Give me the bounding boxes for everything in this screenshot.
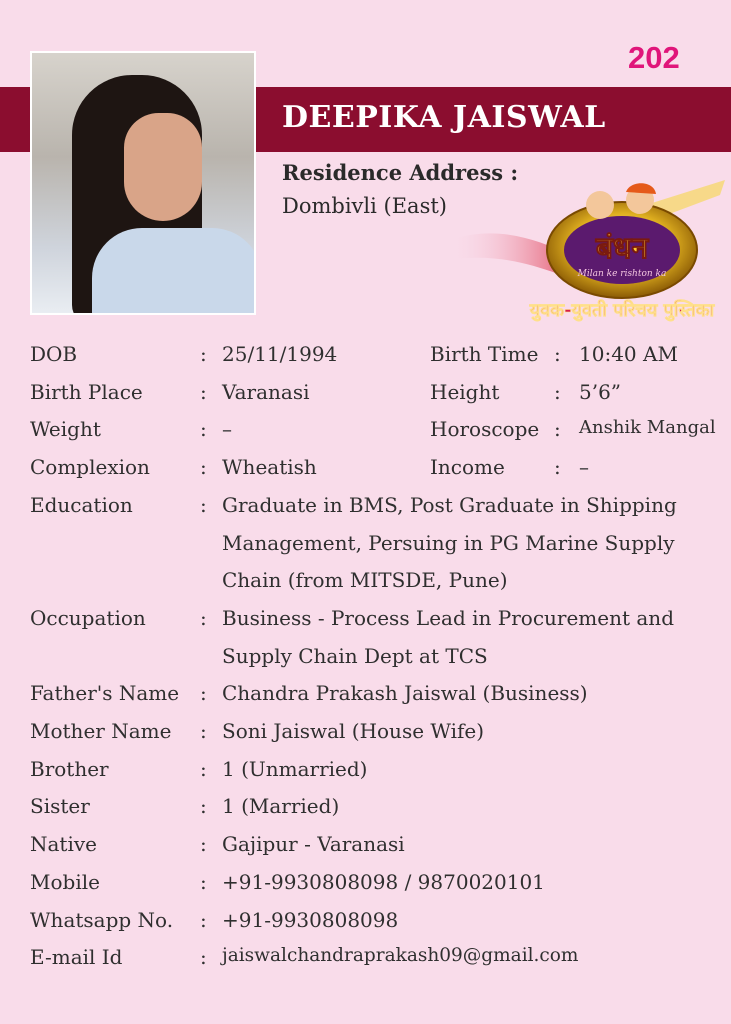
field-value: Chandra Prakash Jaiswal (Business) [222,681,588,706]
field-colon: : [200,719,207,743]
field-value: 1 (Married) [222,794,340,819]
field-value: Anshik Mangal [579,417,716,439]
field-colon: : [200,379,207,404]
logo-tagline: Milan ke rishton ka [577,269,667,279]
field-value: – [222,417,232,442]
logo-subtitle: युवक-युवती परिचय पुस्तिका [529,300,715,321]
field-label: Birth Time [430,342,539,366]
field-value: jaiswalchandraprakash09@gmail.com [222,945,579,967]
field-colon: : [200,455,207,480]
field-value: Chain (from MITSDE, Pune) [222,568,508,593]
field-value: Varanasi [222,379,310,404]
field-value: Business - Process Lead in Procurement and [222,605,674,630]
profile-name: DEEPIKA JAISWAL [282,100,606,135]
field-colon: : [200,417,207,442]
field-label: Horoscope [430,417,540,442]
residence-label: Residence Address : [282,160,519,185]
field-value: Gajipur - Varanasi [222,832,405,857]
field-label: Weight [30,417,101,442]
field-label: DOB [30,342,78,366]
field-value: – [579,455,589,480]
field-colon: : [200,794,207,819]
field-value: 1 (Unmarried) [222,756,368,781]
field-label: E-mail Id [30,945,123,970]
field-label: Father's Name [30,681,180,706]
field-label: Brother [30,756,109,781]
residence-value: Dombivli (East) [282,194,447,218]
profile-photo [30,51,256,315]
page-number: 202 [628,40,680,75]
field-label: Whatsapp No. [30,907,174,932]
field-colon: : [200,907,207,932]
field-value: Supply Chain Dept at TCS [222,643,488,668]
field-label: Native [30,832,97,857]
field-colon: : [200,945,207,970]
field-label: Income [430,455,505,480]
field-colon: : [554,342,561,366]
field-colon: : [554,455,561,480]
field-value: Graduate in BMS, Post Graduate in Shipping [222,492,677,517]
field-value: 10:40 AM [579,342,678,366]
field-colon: : [200,869,207,894]
field-label: Mobile [30,869,100,894]
field-colon: : [200,756,207,781]
field-colon: : [200,681,207,706]
field-value: +91-9930808098 / 9870020101 [222,869,545,894]
field-value: 25/11/1994 [222,342,338,366]
field-label: Occupation [30,605,146,630]
field-colon: : [200,832,207,857]
field-label: Mother Name [30,719,172,743]
field-label: Birth Place [30,379,143,404]
field-label: Complexion [30,455,150,480]
field-value: 5’6” [579,379,622,404]
field-value: +91-9930808098 [222,907,399,932]
field-colon: : [200,492,207,517]
field-label: Education [30,492,133,517]
field-label: Height [430,379,500,404]
field-label: Sister [30,794,90,819]
field-colon: : [200,605,207,630]
logo-title: बंधन [595,231,649,266]
bandhan-logo [450,180,730,340]
field-value: Soni Jaiswal (House Wife) [222,719,485,743]
field-colon: : [554,417,561,442]
field-value: Management, Persuing in PG Marine Supply [222,530,675,555]
field-colon: : [554,379,561,404]
field-value: Wheatish [222,455,317,480]
field-colon: : [200,342,207,366]
